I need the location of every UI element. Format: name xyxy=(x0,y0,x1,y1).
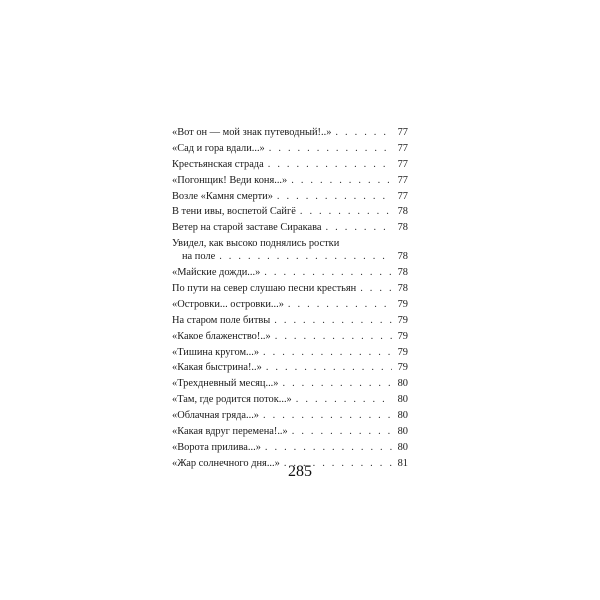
dot-leader xyxy=(263,346,392,359)
toc-entry xyxy=(172,221,408,234)
toc-entry-page: 80 xyxy=(397,410,408,422)
toc-entry-title: «Какое блаженство!..» xyxy=(172,330,271,342)
toc-entry-page: 78 xyxy=(397,206,408,218)
toc-entry xyxy=(172,409,408,422)
dot-leader xyxy=(292,425,392,438)
toc-entry-title: «Облачная гряда...» xyxy=(172,410,260,422)
toc-entry xyxy=(172,441,408,454)
toc-entry-page: 80 xyxy=(397,378,408,390)
dot-leader xyxy=(282,377,392,390)
dot-leader xyxy=(274,314,392,327)
dot-leader xyxy=(300,205,392,218)
toc-entry-title: «Какая вдруг перемена!..» xyxy=(172,426,288,438)
toc-entry-title: «Какая быстрина!..» xyxy=(172,362,262,374)
toc-entry-page: 80 xyxy=(397,394,408,406)
toc-entry-page: 77 xyxy=(397,142,408,154)
toc-entry-title: Ветер на старой заставе Сиракава xyxy=(172,222,322,234)
toc-entry-title: «Сад и гора вдали...» xyxy=(172,142,265,154)
table-of-contents xyxy=(172,126,408,473)
toc-entry-title: По пути на север слушаю песни крестьян xyxy=(172,283,357,295)
toc-entry-page: 79 xyxy=(397,314,408,326)
toc-entry-title: «Погонщик! Веди коня...» xyxy=(172,174,288,186)
toc-entry-page: 81 xyxy=(397,457,408,469)
toc-entry-page: 79 xyxy=(397,362,408,374)
toc-entry-page: 78 xyxy=(397,222,408,234)
toc-entry xyxy=(172,330,408,343)
toc-entry-title: «Островки... островки...» xyxy=(172,298,284,310)
toc-entry-page: 77 xyxy=(397,190,408,202)
toc-entry-title: «Ворота прилива...» xyxy=(172,441,261,453)
toc-entry-page: 77 xyxy=(397,174,408,186)
dot-leader xyxy=(296,393,392,406)
toc-entry xyxy=(172,266,408,279)
toc-entry-page: 79 xyxy=(397,298,408,310)
toc-entry-title: «Тишина кругом...» xyxy=(172,346,260,358)
dot-leader xyxy=(277,190,392,203)
toc-entry-title: «Трехдневный месяц...» xyxy=(172,378,279,390)
toc-entry-page: 78 xyxy=(397,251,408,263)
dot-leader xyxy=(265,441,392,454)
toc-entry xyxy=(172,377,408,390)
toc-entry xyxy=(172,174,408,187)
toc-entry-title-cont: на поле xyxy=(182,251,216,263)
dot-leader xyxy=(269,142,392,155)
toc-entry xyxy=(172,126,408,139)
dot-leader xyxy=(288,298,392,311)
dot-leader xyxy=(219,250,392,263)
toc-entry-page: 78 xyxy=(397,283,408,295)
dot-leader xyxy=(275,330,392,343)
toc-entry-title: Крестьянская страда xyxy=(172,158,264,170)
toc-entry-title: «Майские дожди...» xyxy=(172,267,261,279)
toc-entry xyxy=(172,298,408,311)
dot-leader xyxy=(360,282,392,295)
toc-entry-page: 78 xyxy=(397,267,408,279)
toc-entry-page: 77 xyxy=(397,158,408,170)
toc-entry-title: Возле «Камня смерти» xyxy=(172,190,273,202)
toc-entry xyxy=(172,314,408,327)
dot-leader xyxy=(335,126,392,139)
toc-entry xyxy=(172,393,408,406)
toc-entry-page: 77 xyxy=(397,127,408,138)
toc-entry xyxy=(172,205,408,218)
toc-entry-page: 80 xyxy=(397,426,408,438)
dot-leader xyxy=(326,221,392,234)
toc-entry-title: «Там, где родится поток...» xyxy=(172,394,292,406)
toc-entry xyxy=(172,425,408,438)
toc-entry-title: «Вот он — мой знак путеводный!..» xyxy=(172,127,332,138)
toc-entry-page: 80 xyxy=(397,441,408,453)
toc-entry-title: Увидел, как высоко поднялись ростки xyxy=(172,238,340,250)
page-number: 285 xyxy=(288,463,312,480)
toc-entry xyxy=(172,282,408,295)
toc-entry-title: На старом поле битвы xyxy=(172,314,271,326)
toc-entry xyxy=(172,142,408,155)
dot-leader xyxy=(263,409,392,422)
toc-entry xyxy=(172,361,408,374)
toc-entry-continuation xyxy=(172,250,408,263)
toc-entry xyxy=(172,346,408,359)
toc-entry-title: В тени ивы, воспетой Сайгё xyxy=(172,206,296,218)
toc-entry-page: 79 xyxy=(397,346,408,358)
toc-entry-page: 79 xyxy=(397,330,408,342)
dot-leader xyxy=(291,174,392,187)
toc-entry xyxy=(172,190,408,203)
toc-entry-title: «Жар солнечного дня...» xyxy=(172,457,280,469)
dot-leader xyxy=(264,266,392,279)
dot-leader xyxy=(266,361,392,374)
toc-entry xyxy=(172,237,408,263)
dot-leader xyxy=(268,158,392,171)
toc-entry xyxy=(172,158,408,171)
